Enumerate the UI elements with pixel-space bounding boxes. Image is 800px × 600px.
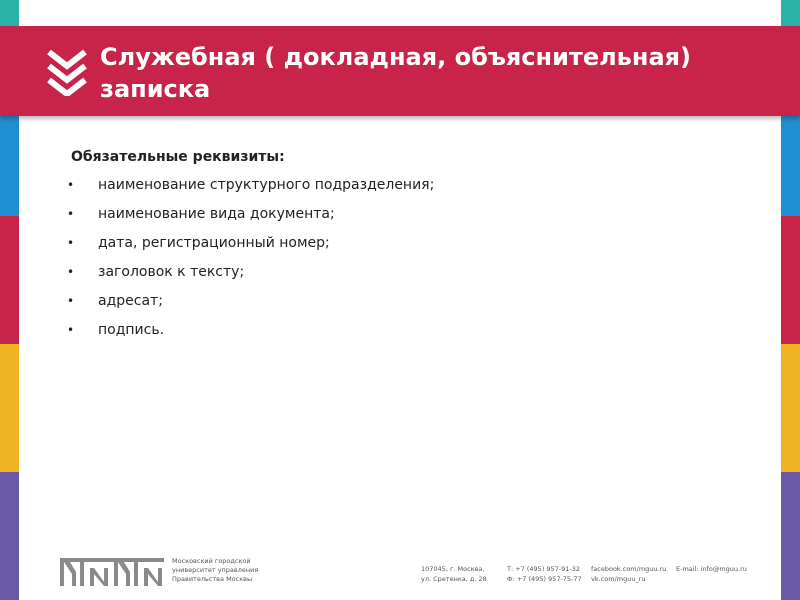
list-item: • подпись.	[60, 317, 760, 346]
requisites-list	[60, 172, 760, 346]
social-links	[591, 564, 666, 584]
triple-chevron-down-icon	[44, 46, 90, 96]
slide-title: Служебная ( докладная, объяснительная) записка	[100, 43, 692, 103]
vk-link[interactable]: vk.com/mguu_ru	[591, 575, 646, 583]
bullet-icon: •	[67, 294, 75, 308]
footer	[0, 550, 800, 590]
list-item: • заголовок к тексту;	[60, 259, 760, 288]
slide-body	[60, 146, 760, 346]
bullet-icon: •	[67, 323, 75, 337]
email	[676, 564, 747, 574]
bullet-icon: •	[67, 236, 75, 250]
requisites-heading: Обязательные реквизиты:	[71, 149, 285, 165]
list-item: • наименование вида документа;	[60, 201, 760, 230]
bullet-icon: •	[67, 265, 75, 279]
list-item: • наименование структурного подразделения;	[60, 172, 760, 201]
phones: Т: +7 (495) 957-91-32 Ф: +7 (495) 957-75-77	[507, 565, 582, 583]
facebook-link[interactable]: facebook.com/mguu.ru	[591, 565, 667, 573]
address: 107045, г. Москва, ул. Сретенка, д. 28	[421, 565, 487, 583]
title-banner	[0, 26, 800, 116]
bullet-icon: •	[67, 207, 75, 221]
mguu-logo	[60, 558, 164, 586]
org-name: Московский городской университет управления Правительства Москвы	[172, 557, 259, 583]
bullet-icon: •	[67, 178, 75, 192]
email-link[interactable]: E-mail: info@mguu.ru	[676, 565, 747, 573]
list-item: • адресат;	[60, 288, 760, 317]
list-item: • дата, регистрационный номер;	[60, 230, 760, 259]
